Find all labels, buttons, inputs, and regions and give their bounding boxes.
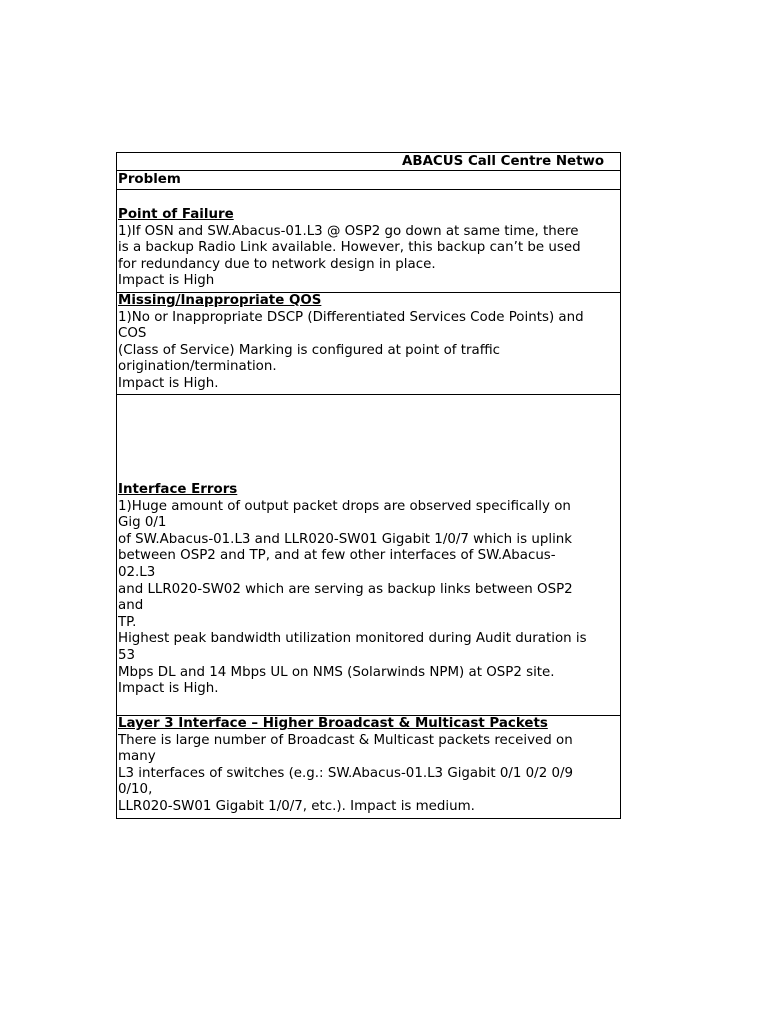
problem-row-layer3-broadcast (117, 716, 620, 819)
problem-row-point-of-failure (117, 190, 620, 293)
problem-cell (117, 293, 620, 393)
problem-line: (Class of Service) Marking is configured at point of traffic (118, 342, 500, 358)
problem-line: for redundancy due to network design in place. (118, 256, 436, 272)
problem-cell (117, 207, 620, 290)
problem-line: Gig 0/1 (118, 515, 167, 531)
problem-heading: Layer 3 Interface – Higher Broadcast & Multicast Packets (118, 716, 548, 731)
problem-line: There is large number of Broadcast & Multicast packets received on (118, 732, 573, 748)
problem-line: of SW.Abacus-01.L3 and LLR020-SW01 Gigabit 1/0/7 which is uplink (118, 531, 573, 547)
problem-line: 53 (118, 647, 136, 663)
column-header-problem: Problem (118, 172, 181, 187)
problem-line: Mbps DL and 14 Mbps UL on NMS (Solarwinds NPM) at OSP2 site. (118, 664, 555, 680)
problem-line: between OSP2 and TP, and at few other interfaces of SW.Abacus- (118, 548, 556, 564)
problem-row-qos (117, 293, 620, 395)
problem-line: is a backup Radio Link available. However, this backup can’t be used (118, 240, 581, 256)
problem-line: Impact is High. (118, 375, 219, 391)
problem-line: and LLR020-SW02 which are serving as backup links between OSP2 (118, 581, 573, 597)
problem-line: Highest peak bandwidth utilization monitored during Audit duration is (118, 631, 587, 647)
problem-heading: Point of Failure (118, 207, 234, 222)
problem-line: 1)No or Inappropriate DSCP (Differentiated Services Code Points) and (118, 309, 584, 325)
problem-table (116, 152, 621, 819)
problem-heading: Missing/Inappropriate QOS (118, 293, 322, 308)
table-title-row (117, 153, 620, 171)
problem-line: and (118, 598, 144, 614)
problem-line: 1)If OSN and SW.Abacus-01.L3 @ OSP2 go down at same time, there (118, 223, 579, 239)
problem-line: L3 interfaces of switches (e.g.: SW.Abacus-01.L3 Gigabit 0/1 0/2 0/9 (118, 765, 574, 781)
column-header-row (117, 171, 620, 190)
problem-line: origination/termination. (118, 359, 277, 375)
problem-line: 02.L3 (118, 564, 156, 580)
problem-heading: Interface Errors (118, 482, 238, 497)
problem-line: TP. (118, 614, 137, 630)
problem-line: Impact is High. (118, 681, 219, 697)
problem-line: 1)Huge amount of output packet drops are observed specifically on (118, 498, 571, 514)
problem-line: Impact is High (118, 273, 215, 289)
problem-cell (117, 716, 620, 816)
problem-cell (117, 482, 620, 698)
problem-line: 0/10, (118, 782, 153, 798)
problem-row-interface-errors (117, 395, 620, 716)
problem-line: many (118, 749, 156, 765)
problem-line: COS (118, 326, 147, 342)
table-title: ABACUS Call Centre Netwo (402, 154, 605, 169)
problem-line: LLR020-SW01 Gigabit 1/0/7, etc.). Impact is medium. (118, 798, 475, 814)
